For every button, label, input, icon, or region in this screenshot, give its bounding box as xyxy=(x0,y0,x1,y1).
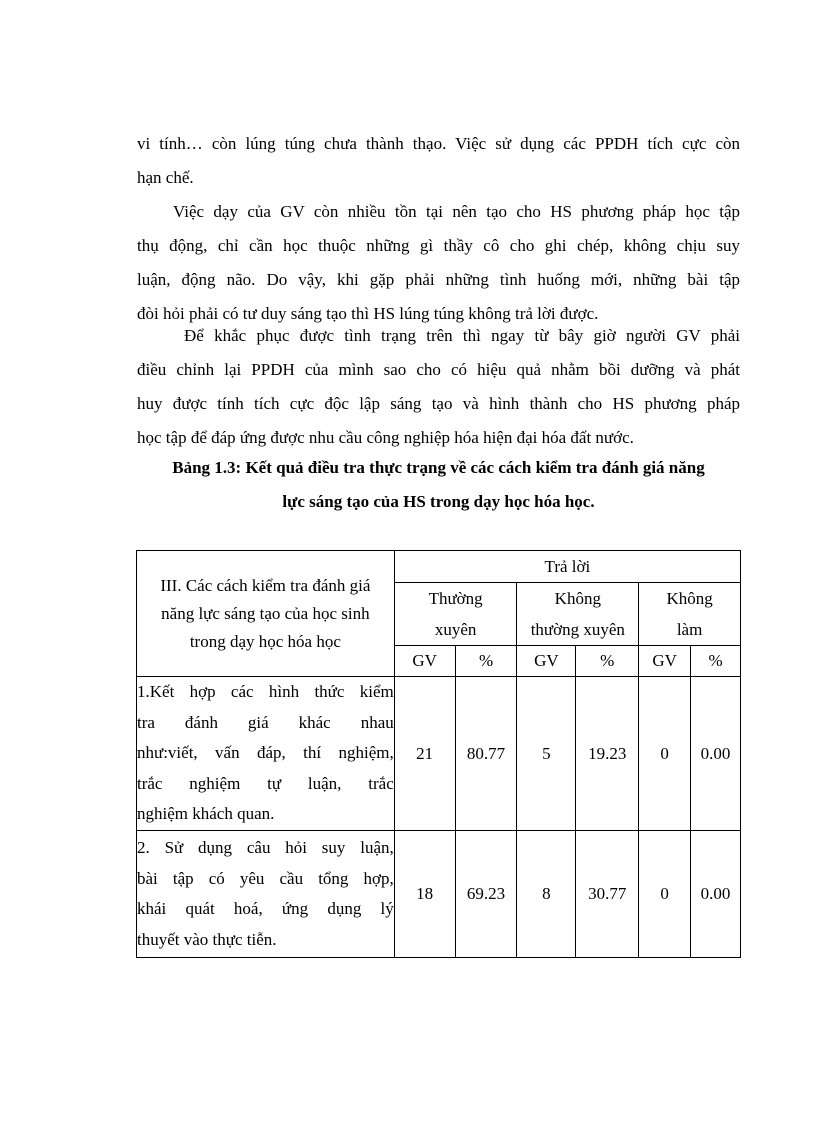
table-row xyxy=(137,677,741,831)
header-row-1 xyxy=(137,551,741,583)
paragraph-1 xyxy=(137,127,740,195)
caption-line-1: Bảng 1.3: Kết quả điều tra thực trạng về các cách kiểm tra đánh giá năng xyxy=(172,458,705,477)
sub-header-percent: % xyxy=(576,646,639,677)
cell-pct-regular: 69.23 xyxy=(455,831,517,958)
text-line: điều chỉnh lại PPDH của mình sao cho có hiệu quả nhằm bồi dưỡng và phát xyxy=(137,360,740,379)
cell-pct-irregular: 30.77 xyxy=(576,831,639,958)
cell-gv-regular: 18 xyxy=(394,831,455,958)
cell-gv-irregular: 5 xyxy=(517,677,576,831)
table-row xyxy=(137,831,741,958)
text-line: hạn chế. xyxy=(137,168,194,187)
paragraph-2 xyxy=(137,195,740,331)
text-line: huy được tính tích cực độc lập sáng tạo và hình thành cho HS phương pháp xyxy=(137,394,740,413)
cell-gv-never: 0 xyxy=(639,831,691,958)
sub-header-gv: GV xyxy=(639,646,691,677)
sub-header-gv: GV xyxy=(394,646,455,677)
sub-header-percent: % xyxy=(455,646,517,677)
group-header-never: Không làm xyxy=(639,583,741,646)
cell-gv-irregular: 8 xyxy=(517,831,576,958)
text-line: Để khắc phục được tình trạng trên thì ngay từ bây giờ người GV phải xyxy=(184,326,740,345)
caption-line-2: lực sáng tạo của HS trong dạy học hóa học. xyxy=(282,492,595,511)
cell-gv-never: 0 xyxy=(639,677,691,831)
text-line: đòi hỏi phải có tư duy sáng tạo thì HS lúng túng không trả lời được. xyxy=(137,304,599,323)
text-line: thụ động, chỉ cần học thuộc những gì thầy cô cho ghi chép, không chịu suy xyxy=(137,236,740,255)
paragraph-3 xyxy=(137,319,740,455)
cell-pct-irregular: 19.23 xyxy=(576,677,639,831)
cell-pct-never: 0.00 xyxy=(691,831,741,958)
text-line: vi tính… còn lúng túng chưa thành thạo. Việc sử dụng các PPDH tích cực còn xyxy=(137,134,740,153)
text-line: học tập để đáp ứng được nhu cầu công nghiệp hóa hiện đại hóa đất nước. xyxy=(137,428,634,447)
text-line: Việc dạy của GV còn nhiều tồn tại nên tạo cho HS phương pháp học tập xyxy=(173,202,740,221)
sub-header-gv: GV xyxy=(517,646,576,677)
group-header-regular: Thường xuyên xyxy=(394,583,517,646)
sub-header-percent: % xyxy=(691,646,741,677)
cell-pct-never: 0.00 xyxy=(691,677,741,831)
survey-table xyxy=(136,550,741,958)
table-caption xyxy=(137,451,740,519)
answer-header: Trả lời xyxy=(394,551,740,583)
row-criterion: 1.Kết hợp các hình thức kiểm tra đánh giá khác nhau như:viết, vấn đáp, thí nghiệm, trắc nghiệm tự luận, trắc nghiệm khách quan. xyxy=(137,677,395,831)
text-line: luận, động não. Do vậy, khi gặp phải những tình huống mới, những bài tập xyxy=(137,270,740,289)
cell-pct-regular: 80.77 xyxy=(455,677,517,831)
cell-gv-regular: 21 xyxy=(394,677,455,831)
row-criterion: 2. Sử dụng câu hỏi suy luận, bài tập có yêu cầu tổng hợp, khái quát hoá, ứng dụng lý thuyết vào thực tiễn. xyxy=(137,831,395,958)
criteria-header: III. Các cách kiểm tra đánh giá năng lực sáng tạo của học sinh trong dạy học hóa học xyxy=(137,551,395,677)
group-header-irregular: Không thường xuyên xyxy=(517,583,639,646)
